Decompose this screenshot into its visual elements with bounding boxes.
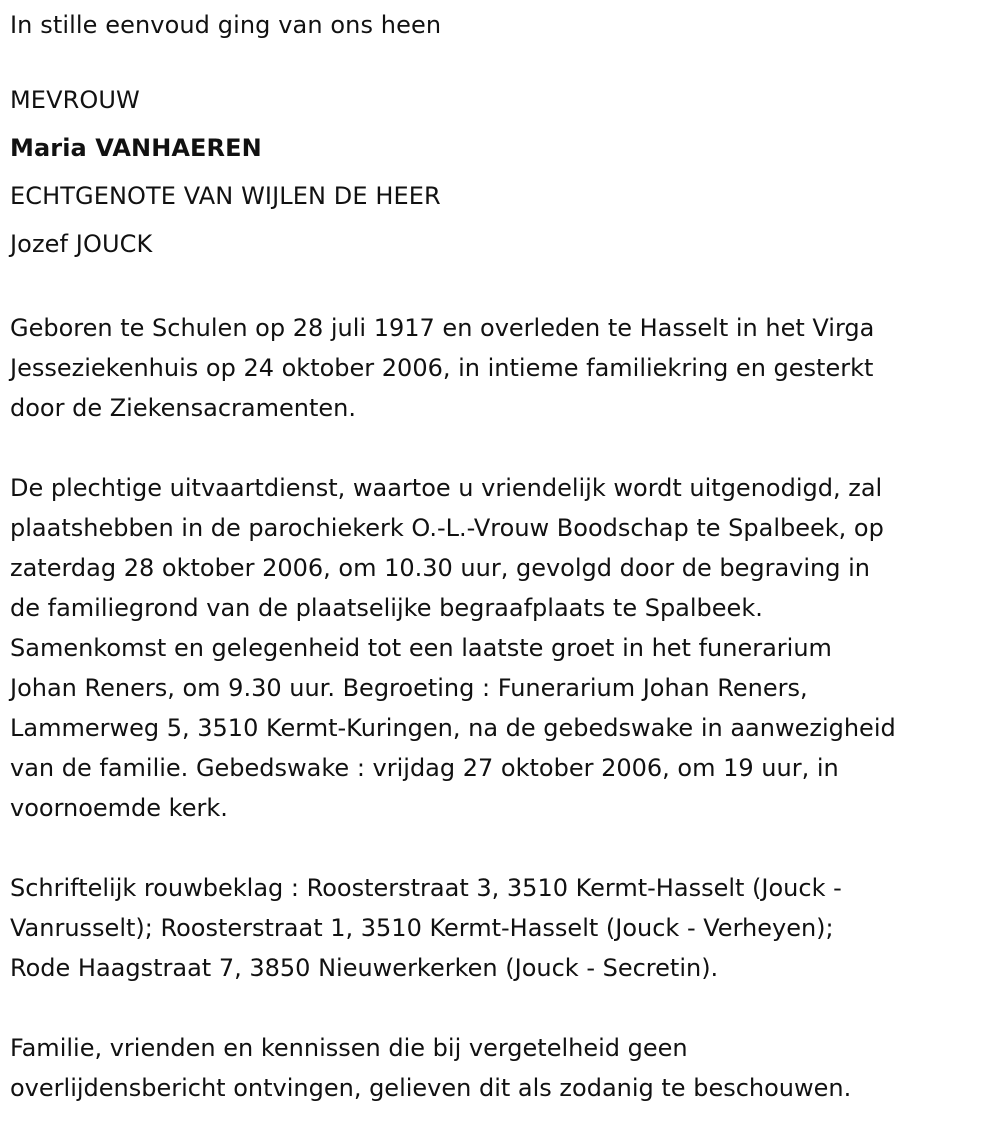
paragraph-line: Rode Haagstraat 7, 3850 Nieuwerkerken (Jouck - Secretin). [10, 954, 719, 982]
paragraph-line: Samenkomst en gelegenheid tot een laatste groet in het funerarium [10, 634, 832, 662]
birth-paragraph [10, 308, 990, 428]
funeral-paragraph [10, 468, 990, 828]
spouse-name: Jozef JOUCK [10, 230, 153, 258]
paragraph-line: van de familie. Gebedswake : vrijdag 27 oktober 2006, om 19 uur, in [10, 754, 839, 782]
paragraph-line: door de Ziekensacramenten. [10, 394, 356, 422]
paragraph-line: De plechtige uitvaartdienst, waartoe u vriendelijk wordt uitgenodigd, zal [10, 474, 883, 502]
intro-line: In stille eenvoud ging van ons heen [10, 11, 442, 39]
spacer [10, 988, 990, 1028]
spacer [10, 428, 990, 468]
deceased-name: Maria VANHAEREN [10, 134, 262, 162]
closing-paragraph [10, 1028, 990, 1108]
relation-line: ECHTGENOTE VAN WIJLEN DE HEER [10, 182, 441, 210]
paragraph-line: Geboren te Schulen op 28 juli 1917 en overleden te Hasselt in het Virga [10, 314, 875, 342]
paragraph-line: de familiegrond van de plaatselijke begraafplaats te Spalbeek. [10, 594, 763, 622]
paragraph-line: Familie, vrienden en kennissen die bij vergetelheid geen [10, 1034, 688, 1062]
paragraph-line: plaatshebben in de parochiekerk O.-L.-Vrouw Boodschap te Spalbeek, op [10, 514, 884, 542]
honorific: MEVROUW [10, 86, 140, 114]
paragraph-line: overlijdensbericht ontvingen, gelieven dit als zodanig te beschouwen. [10, 1074, 852, 1102]
paragraph-line: Schriftelijk rouwbeklag : Roosterstraat 3, 3510 Kermt-Hasselt (Jouck - [10, 874, 842, 902]
paragraph-line: Jesseziekenhuis op 24 oktober 2006, in intieme familiekring en gesterkt [10, 354, 874, 382]
deceased-header [10, 76, 990, 268]
spacer [10, 828, 990, 868]
paragraph-line: voornoemde kerk. [10, 794, 228, 822]
condolence-paragraph [10, 868, 990, 988]
paragraph-line: zaterdag 28 oktober 2006, om 10.30 uur, gevolgd door de begraving in [10, 554, 870, 582]
spacer [10, 44, 990, 76]
spacer [10, 268, 990, 308]
paragraph-line: Vanrusselt); Roosterstraat 1, 3510 Kermt-Hasselt (Jouck - Verheyen); [10, 914, 834, 942]
death-notice [10, 6, 990, 1108]
paragraph-line: Johan Reners, om 9.30 uur. Begroeting : Funerarium Johan Reners, [10, 674, 808, 702]
paragraph-line: Lammerweg 5, 3510 Kermt-Kuringen, na de gebedswake in aanwezigheid [10, 714, 896, 742]
